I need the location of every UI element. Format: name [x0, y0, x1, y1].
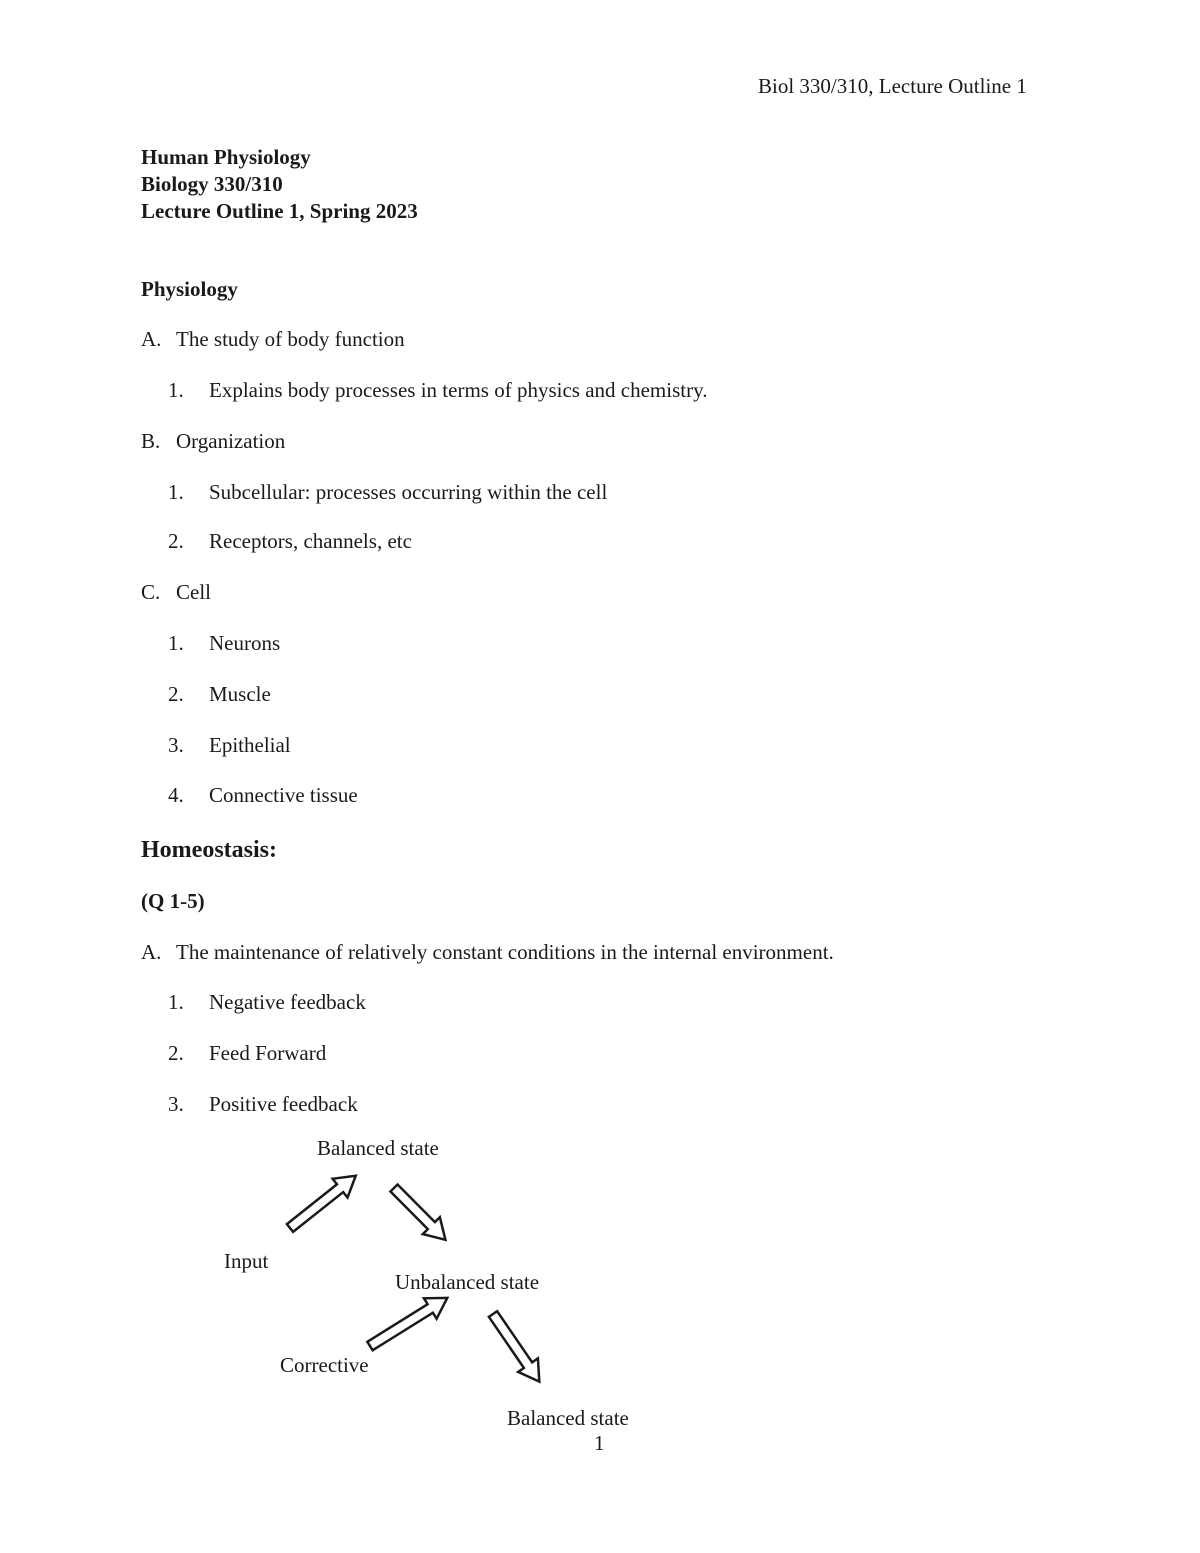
diagram-balanced-state-top: Balanced state: [317, 1136, 439, 1160]
lecture-title: Lecture Outline 1, Spring 2023: [141, 199, 418, 223]
outline-item: Explains body processes in terms of physics and chemistry.: [209, 378, 708, 402]
outline-number: 2.: [168, 1041, 184, 1065]
outline-number: 1.: [168, 378, 184, 402]
running-head: Biol 330/310, Lecture Outline 1: [758, 74, 1027, 98]
outline-item: Positive feedback: [209, 1092, 358, 1116]
outline-item: Subcellular: processes occurring within the cell: [209, 480, 608, 504]
outline-number: 1.: [168, 480, 184, 504]
outline-heading: The study of body function: [176, 327, 405, 351]
diagram-corrective-label: Corrective: [280, 1353, 369, 1377]
outline-item: Epithelial: [209, 733, 291, 757]
physiology-heading: Physiology: [141, 277, 238, 301]
diagram-balanced-state-bottom: Balanced state: [507, 1406, 629, 1430]
outline-item: Neurons: [209, 631, 281, 655]
outline-item: Receptors, channels, etc: [209, 529, 412, 553]
arrow-up-right-icon: [364, 1288, 454, 1356]
outline-letter: C.: [141, 580, 161, 604]
arrow-down-right-icon: [483, 1307, 549, 1388]
outline-number: 3.: [168, 1092, 184, 1116]
outline-number: 2.: [168, 682, 184, 706]
outline-heading: Cell: [176, 580, 211, 604]
outline-heading: Organization: [176, 429, 286, 453]
outline-number: 1.: [168, 631, 184, 655]
outline-number: 4.: [168, 783, 184, 807]
diagram-input-label: Input: [224, 1249, 269, 1273]
outline-number: 1.: [168, 990, 184, 1014]
outline-item: Muscle: [209, 682, 271, 706]
arrow-down-right-icon: [385, 1180, 453, 1249]
outline-item: Connective tissue: [209, 783, 358, 807]
outline-number: 2.: [168, 529, 184, 553]
outline-item: Negative feedback: [209, 990, 366, 1014]
homeostasis-heading: Homeostasis:: [141, 837, 277, 863]
outline-number: 3.: [168, 733, 184, 757]
arrow-up-right-icon: [283, 1166, 364, 1237]
course-title: Human Physiology: [141, 145, 311, 169]
outline-letter: B.: [141, 429, 161, 453]
outline-letter: A.: [141, 940, 162, 964]
course-number: Biology 330/310: [141, 172, 283, 196]
diagram-unbalanced-state: Unbalanced state: [395, 1270, 540, 1294]
question-reference: (Q 1-5): [141, 889, 205, 913]
outline-heading: The maintenance of relatively constant conditions in the internal environment.: [176, 940, 834, 964]
outline-item: Feed Forward: [209, 1041, 327, 1065]
page-number: 1: [594, 1431, 605, 1455]
outline-letter: A.: [141, 327, 162, 351]
